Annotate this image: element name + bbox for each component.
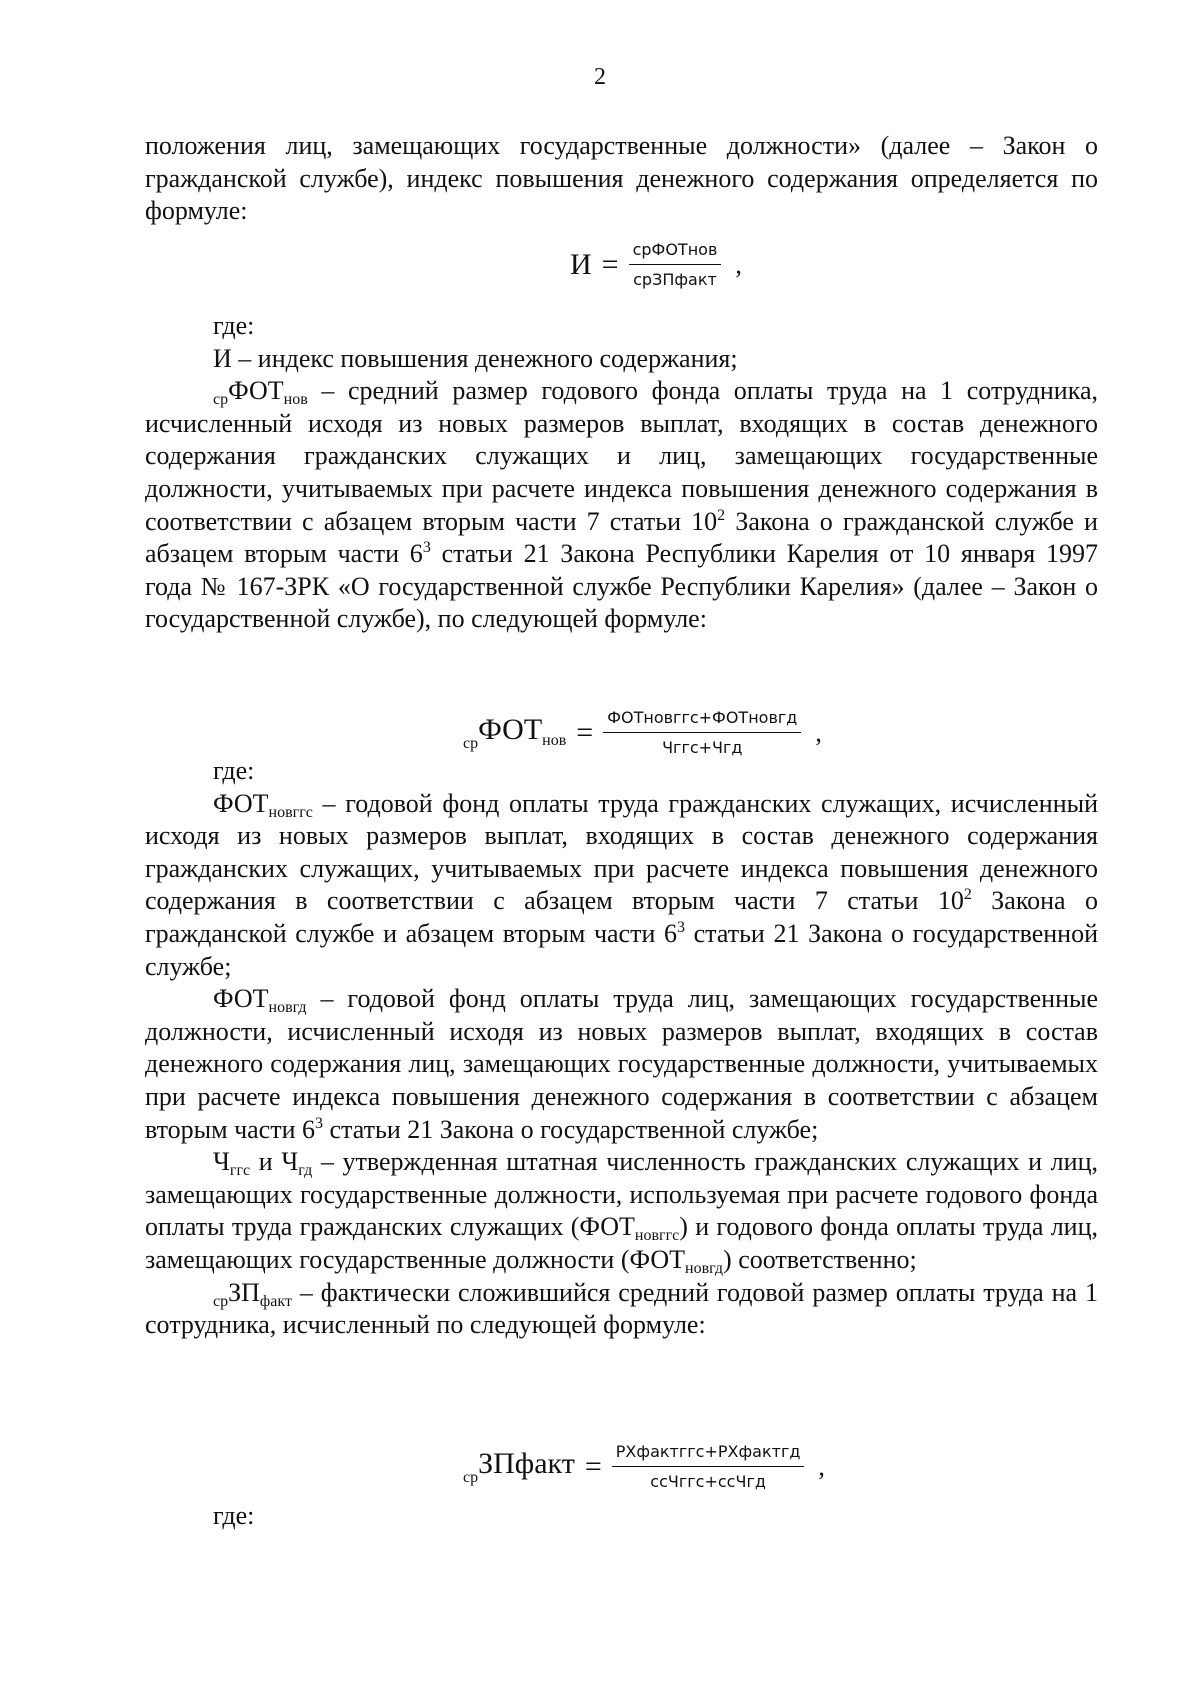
fot-definition <box>145 375 1098 636</box>
fot-novggs-text-1: – годовой фонд оплаты труда гражданских служащих, исчисленный исходя из новых размеров выплат, входящих в состав денежного содержания гражданских служащих, учитываемых при расчете индекса повышения денежного содержания в соответствии с абзацем вторым части 7 статьи 10 <box>145 788 1098 916</box>
superscript-3: 3 <box>677 918 685 936</box>
formula-index-comma: , <box>735 249 742 279</box>
index-definition: И – индекс повышения денежного содержания; <box>213 343 738 373</box>
fot-novggs-symbol: ФОТ <box>213 788 269 818</box>
fot-novggs-text-3: статьи 21 Закона о государственной службе; <box>145 918 1098 981</box>
formula-fot-equals: = <box>576 715 594 749</box>
and-word: и <box>250 1147 282 1177</box>
zp-definition-text: – фактически сложившийся средний годовой размер оплаты труда на 1 сотрудника, исчисленный по следующей формуле: <box>145 1277 1098 1340</box>
where-label-3: где: <box>213 1501 255 1530</box>
ch-gd-subscript: гд <box>298 1162 313 1180</box>
fot-prefix: ср <box>213 391 229 409</box>
formula-zp-lhs <box>463 1447 575 1487</box>
zp-definition <box>145 1277 1098 1342</box>
fot-novgd-subscript: новгд <box>268 999 307 1017</box>
formula-index-equals: = <box>601 247 619 281</box>
fot-definition-text-2: Закона о гражданской службе и абзацем вторым части 6 <box>145 506 1098 569</box>
formula-fot-fraction <box>603 708 801 757</box>
fot-novgd-subscript-ref: новгд <box>685 1259 724 1277</box>
ch-symbol: Ч <box>213 1147 230 1177</box>
zp-symbol: ЗП <box>228 1277 260 1307</box>
formula-index-denominator: срЗПфакт <box>633 270 717 289</box>
fot-novggs-text-2: Закона о гражданской службе и абзацем вторым части 6 <box>145 886 1098 948</box>
fot-novgd-definition <box>145 983 1098 1146</box>
fot-subscript: нов <box>283 391 308 409</box>
formula-fot-prefix: ср <box>463 734 479 752</box>
superscript-3: 3 <box>315 1114 324 1132</box>
superscript-2: 2 <box>717 506 726 524</box>
formula-zp <box>463 1442 825 1491</box>
formula-fot-denominator: Чггс+Чгд <box>662 738 743 757</box>
formula-zp-denominator: ссЧггс+ссЧгд <box>650 1472 766 1491</box>
formula-index-numerator: срФОТнов <box>629 240 722 265</box>
formula-index <box>570 240 742 289</box>
formula-fot-comma: , <box>815 717 822 747</box>
intro-block <box>145 130 1098 228</box>
definitions-block-1 <box>145 310 1098 636</box>
definitions-block-2 <box>145 755 1098 1342</box>
superscript-2: 2 <box>963 886 972 904</box>
zp-prefix: ср <box>213 1292 229 1310</box>
fot-novggs-subscript: новггс <box>268 803 313 821</box>
headcount-definition <box>145 1146 1098 1276</box>
ch-symbol-2: Ч <box>281 1147 299 1177</box>
formula-index-lhs: И <box>570 247 592 281</box>
fot-novgd-text-2: статьи 21 Закона о государственной службе; <box>323 1114 819 1144</box>
fot-novgd-text-1: – годовой фонд оплаты труда лиц, замещающих государственные должности, исчисленный исходя из новых размеров выплат, входящих в состав денежного содержания лиц, замещающих государственные должности, учитываемых при расчете индекса повышения денежного содержания в соответствии с абзацем вторым части 6 <box>145 984 1098 1144</box>
headcount-text-1: – утвержденная штатная численность гражданских служащих и лиц, замещающих государственные должности, используемая при расчете годового фонда оплаты труда гражданских служащих (ФОТ <box>145 1147 1098 1242</box>
zp-subscript: факт <box>259 1292 292 1310</box>
fot-symbol: ФОТ <box>228 376 284 406</box>
fot-definition-text-3: статьи 21 Закона Республики Карелия от 10 января 1997 года № 167-ЗРК «О государственной службе Республики Карелия» (далее – Закон о государственной службе), по следующей формуле: <box>145 539 1098 634</box>
ch-ggs-subscript: ггс <box>229 1162 251 1180</box>
definitions-block-3 <box>145 1500 1098 1533</box>
page-number: 2 <box>594 64 606 90</box>
fot-definition-text-1: – средний размер годового фонда оплаты труда на 1 сотрудника, исчисленный исходя из новых размеров выплат, входящих в состав денежного содержания гражданских служащих и лиц, замещающих государственные должности, учитываемых при расчете индекса повышения денежного содержания в соответствии с абзацем вторым части 7 статьи 10 <box>145 376 1098 536</box>
formula-zp-comma: , <box>818 1451 825 1481</box>
formula-zp-fraction <box>612 1442 805 1491</box>
formula-zp-symbol: ЗПфакт <box>478 1446 575 1480</box>
formula-fot-symbol: ФОТ <box>478 712 543 746</box>
formula-fot-numerator: ФОТновггс+ФОТновгд <box>603 708 801 733</box>
formula-fot-subscript: нов <box>542 731 567 749</box>
formula-fot-lhs <box>463 713 566 753</box>
formula-zp-numerator: РХфактггс+РХфактгд <box>612 1442 805 1467</box>
headcount-text-3: ) соответственно; <box>723 1244 917 1274</box>
fot-novggs-subscript-ref: новггс <box>634 1227 680 1245</box>
formula-index-fraction <box>629 240 722 289</box>
formula-fot <box>463 708 822 757</box>
formula-zp-equals: = <box>584 1449 602 1483</box>
headcount-text-2: ) и годового фонда оплаты труда лиц, замещающих государственные должности (ФОТ <box>145 1212 1098 1274</box>
where-label-2: где: <box>213 756 255 785</box>
formula-zp-prefix: ср <box>463 1468 479 1486</box>
fot-novggs-definition <box>145 788 1098 984</box>
where-label-1: где: <box>213 311 255 340</box>
superscript-3: 3 <box>422 539 431 557</box>
fot-novgd-symbol: ФОТ <box>213 984 269 1014</box>
intro-paragraph: положения лиц, замещающих государственные должности» (далее – Закон о гражданской службе), индекс повышения денежного содержания определяется по формуле: <box>145 131 1098 226</box>
